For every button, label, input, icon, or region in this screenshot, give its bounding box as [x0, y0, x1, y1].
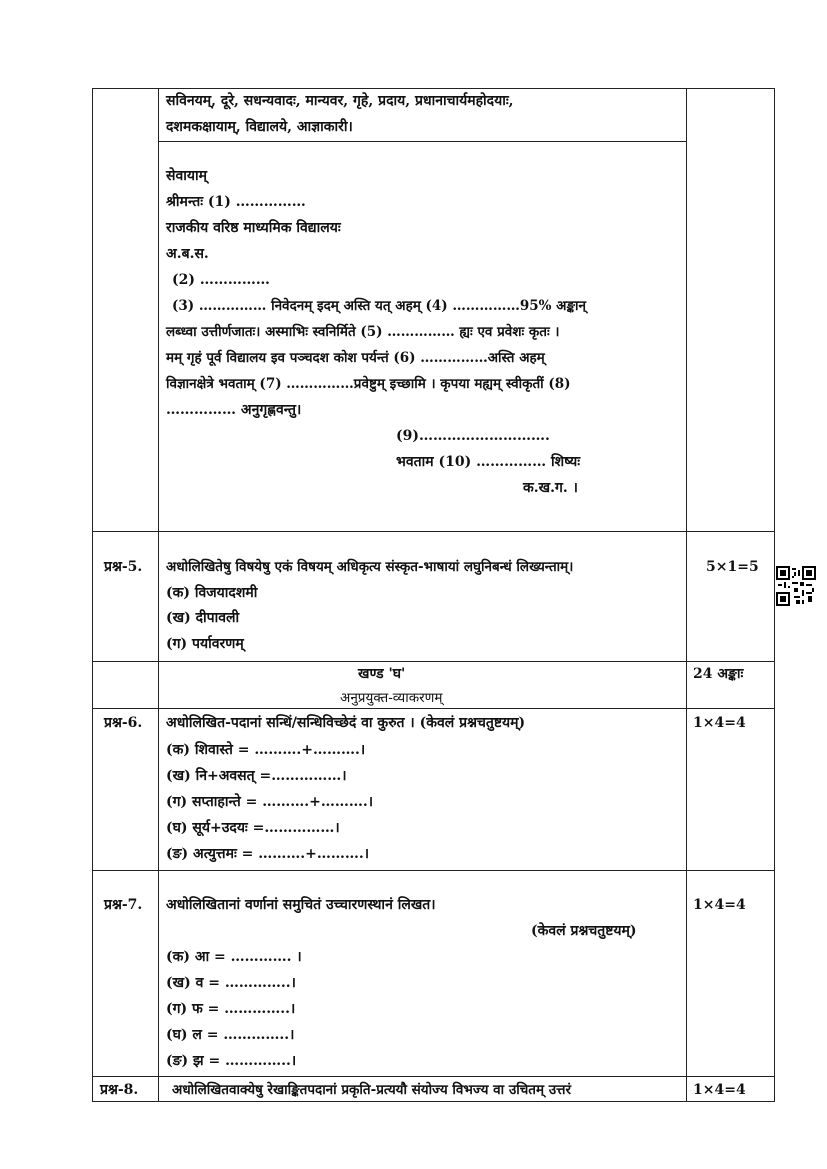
letter-line: मम् गृहं पूर्व विद्यालय इव पञ्चदश कोश पर्यन्तं (6) ……………अस्ति अहम् [166, 350, 545, 366]
row-divider-q7 [92, 870, 775, 871]
letter-line: सेवायाम् [166, 168, 207, 184]
letter-line: (3) …………… निवेदनम् इदम् अस्ति यत् अहम् (4) ……………95% अङ्कान् [172, 298, 587, 314]
letter-line: राजकीय वरिष्ठ माध्यमिक विद्यालयः [166, 220, 341, 236]
section-subtitle: अनुप्रयुक्त-व्याकरणम् [340, 690, 443, 706]
option-item: (ख) व = …………..। [166, 975, 296, 991]
row-divider-q6 [92, 708, 775, 709]
row-divider-words [158, 141, 686, 142]
option-item: (ङ) अत्युत्तमः = ……….+……….। [166, 846, 370, 862]
column-divider-1 [158, 88, 159, 1102]
option-item: (ग) पर्यावरणम् [166, 636, 244, 652]
words-list-line-2: दशमकक्षायाम्, विद्यालये, आज्ञाकारी। [166, 119, 353, 135]
question-note: (केवलं प्रश्नचतुष्टयम्) [531, 923, 637, 939]
letter-line: क.ख.ग. । [523, 480, 578, 496]
section-title: खण्ड 'घ' [358, 666, 406, 682]
question-number: प्रश्न-5. [104, 559, 143, 575]
row-divider-q5 [92, 531, 775, 532]
letter-line: श्रीमन्तः (1) …………… [166, 194, 306, 210]
option-item: (क) आ = …………. । [166, 949, 302, 965]
question-text: अधोलिखितेषु विषयेषु एकं विषयम् अधिकृत्य संस्कृत-भाषायां लघुनिबन्धं लिख्यन्ताम्। [166, 559, 574, 575]
question-number: प्रश्न-7. [104, 897, 143, 913]
option-item: (घ) सूर्य+उदयः =……………। [166, 820, 340, 836]
qr-code-icon [776, 566, 816, 606]
question-marks: 1×4=4 [693, 1082, 746, 1098]
option-item: (ख) नि+अवसत् =……………। [166, 768, 347, 784]
column-divider-2 [686, 88, 687, 1102]
question-marks: 1×4=4 [693, 715, 746, 731]
section-marks: 24 अङ्काः [693, 666, 744, 682]
row-divider-q8 [92, 1076, 775, 1077]
option-item: (ग) सप्ताहान्ते = ……….+……….। [166, 794, 374, 810]
letter-line: लब्ध्वा उत्तीर्णजातः। अस्माभिः स्वनिर्मिते (5) …………… ह्यः एव प्रवेशः कृतः । [166, 324, 560, 340]
question-marks: 5×1=5 [706, 559, 759, 575]
option-item: (ग) फ = …………..। [166, 1001, 296, 1017]
option-item: (क) शिवास्ते = ……….+……….। [166, 742, 366, 758]
question-text: अधोलिखितवाक्येषु रेखाङ्कितपदानां प्रकृति-प्रत्ययौ संयोज्य विभज्य वा उचितम् उत्तरं [172, 1082, 572, 1098]
option-item: (घ) ल = …………..। [166, 1027, 295, 1043]
question-number: प्रश्न-8. [100, 1082, 139, 1098]
option-item: (क) विजयादशमी [166, 585, 258, 601]
question-text: अधोलिखितानां वर्णानां समुचितं उच्चारणस्थानं लिखत। [166, 897, 436, 913]
letter-line: (9)………………………. [396, 428, 550, 444]
letter-line: भवताम (10) …………… शिष्यः [396, 454, 581, 470]
question-marks: 1×4=4 [693, 897, 746, 913]
option-item: (ङ) झ = …………..। [166, 1053, 297, 1069]
row-divider-section [92, 661, 775, 662]
words-list-line-1: सविनयम्, दूरे, सधन्यवादः, मान्यवर, गृहे, प्रदाय, प्रधानाचार्यमहोदयाः, [166, 93, 514, 109]
question-text: अधोलिखित-पदानां सन्धिं/सन्धिविच्छेदं वा कुरुत । (केवलं प्रश्नचतुष्टयम्) [166, 715, 526, 731]
option-item: (ख) दीपावली [166, 610, 240, 626]
question-number: प्रश्न-6. [104, 715, 143, 731]
letter-line: …………… अनुगृह्णवन्तु। [166, 402, 302, 418]
letter-line: अ.ब.स. [166, 246, 209, 262]
letter-line: विज्ञानक्षेत्रे भवताम् (7) ……………प्रवेष्टुम् इच्छामि । कृपया मह्यम् स्वीकृतीं (8) [166, 376, 571, 392]
letter-line: (2) …………… [172, 272, 270, 288]
